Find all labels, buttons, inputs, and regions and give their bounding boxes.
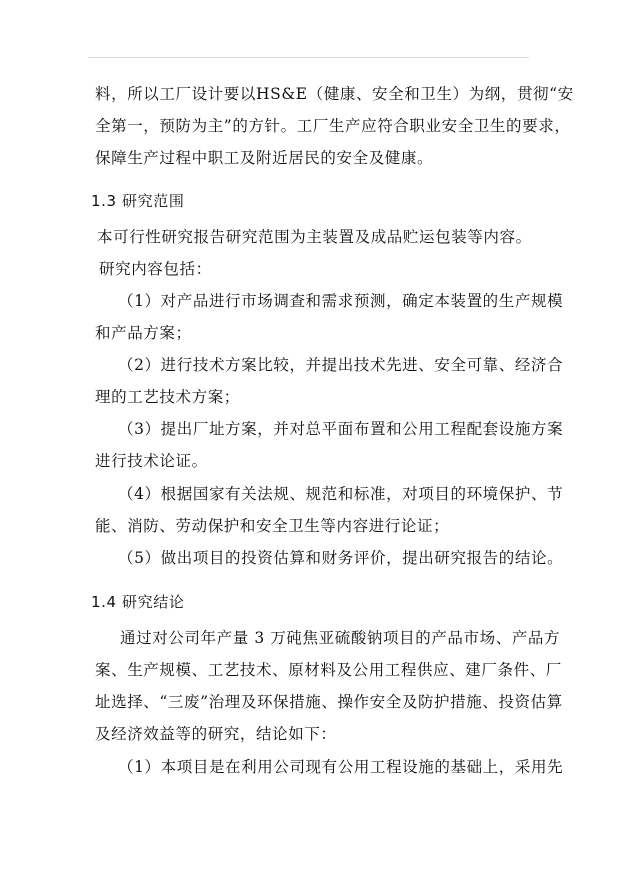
- text-line: 能、消防、劳动保护和安全卫生等内容进行论证；: [95, 517, 450, 535]
- text-line: （2）进行技术方案比较，并提出技术先进、安全可靠、经济合: [118, 356, 564, 374]
- text-line: 通过对公司年产量 3 万砘焦亚硫酸钠项目的产品市场、产品方: [120, 629, 561, 647]
- text-line: 址选择、“三废”治理及环保措施、操作安全及防护措施、投资估算: [95, 693, 563, 711]
- text-line: （3）提出厂址方案，并对总平面布置和公用工程配套设施方案: [118, 420, 564, 438]
- text-line: （5）做出项目的投资估算和财务评价，提出研究报告的结论。: [118, 549, 564, 567]
- text-line: 料，所以工厂设计要以HS&E（健康、安全和卫生）为纲，贯彻“安: [95, 85, 574, 103]
- text-line: （1）对产品进行市场调查和需求预测，确定本装置的生产规模: [118, 292, 564, 310]
- text-line: （1）本项目是在利用公司现有公用工程设施的基础上，采用先: [118, 758, 564, 776]
- text-line: 保障生产过程中职工及附近居民的安全及健康。: [95, 149, 434, 167]
- text-line: 和产品方案；: [95, 324, 192, 342]
- text-line: 进行技术论证。: [95, 452, 208, 470]
- text-line: 案、生产规模、工艺技术、原材料及公用工程供应、建厂条件、厂: [95, 661, 562, 679]
- text-line: 及经济效益等的研究，结论如下：: [95, 725, 337, 743]
- section-heading: 1.3 研究范围: [91, 192, 185, 210]
- text-line: 研究内容包括：: [99, 260, 212, 278]
- text-line: 理的工艺技术方案；: [95, 388, 240, 406]
- header-rule: [88, 57, 529, 58]
- section-heading: 1.4 研究结论: [91, 593, 185, 611]
- text-line: 本可行性研究报告研究范围为主装置及成品贮运包装等内容。: [97, 228, 532, 246]
- text-line: 全第一，预防为主”的方针。工厂生产应符合职业安全卫生的要求，: [95, 117, 571, 135]
- text-line: （4）根据国家有关法规、规范和标准，对项目的环境保护、节: [118, 485, 564, 503]
